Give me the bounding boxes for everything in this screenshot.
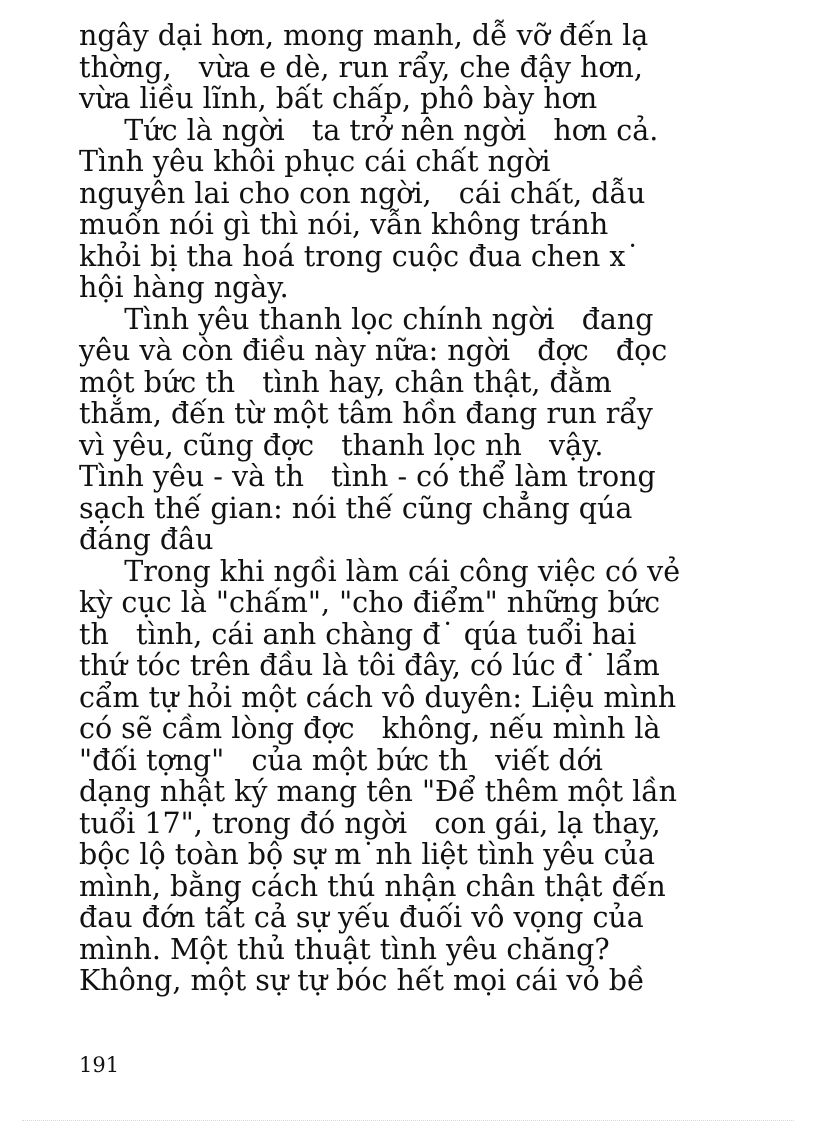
text-line: Tình yêu thanh lọc chính ngời đang — [79, 302, 654, 336]
text-line: nguyên lai cho con ngời, cái chất, dẫu — [79, 176, 646, 210]
text-line: mình, bằng cách thú nhận chân thật đến — [79, 869, 666, 903]
text-line: tuổi 17", trong đó ngời con gái, lạ thay, — [79, 806, 661, 840]
text-line: th tình, cái anh chàng đ˙ qúa tuổi hai — [79, 617, 637, 651]
text-line: hội hàng ngày. — [79, 271, 289, 304]
text-line: "đối tợng" của một bức th viết dới — [79, 743, 603, 777]
text-line: ngây dại hơn, mong manh, dễ vỡ đến lạ — [79, 19, 649, 52]
text-line: đáng đâu — [79, 523, 214, 556]
text-line: thứ tóc trên đầu là tôi đây, có lúc đ˙ lẩm — [79, 649, 660, 682]
text-line: vừa liều lĩnh, bất chấp, phô bày hơn — [79, 82, 598, 115]
text-line: thắm, đến từ một tâm hồn đang run rẩy — [79, 397, 653, 430]
text-line: cẩm tự hỏi một cách vô duyên: Liệu mình — [79, 680, 677, 714]
text-line: vì yêu, cũng đợc thanh lọc nh vậy. — [79, 428, 604, 462]
text-line: muốn nói gì thì nói, vẫn không tránh — [79, 208, 609, 241]
text-line: có sẽ cầm lòng đợc không, nếu mình là — [79, 712, 661, 745]
text-line: kỳ cục là "chấm", "cho điểm" những bức — [79, 586, 661, 619]
text-line: dạng nhật ký mang tên "Để thêm một lần — [79, 775, 678, 808]
text-line: một bức th tình hay, chân thật, đằm — [79, 365, 612, 399]
body-text — [79, 20, 769, 997]
text-line: Tình yêu - và th tình - có thể làm trong — [79, 460, 656, 493]
text-line: đau đớn tất cả sự yếu đuối vô vọng của — [79, 901, 644, 934]
text-line: mình. Một thủ thuật tình yêu chăng? — [79, 932, 610, 966]
text-line: thờng, vừa e dè, run rẩy, che đậy hơn, — [79, 50, 643, 84]
page-bottom-divider — [22, 1120, 794, 1121]
text-line: Không, một sự tự bóc hết mọi cái vỏ bề — [79, 964, 645, 997]
text-line: khỏi bị tha hoá trong cuộc đua chen x˙ — [79, 239, 640, 273]
page-number: 191 — [79, 1053, 120, 1077]
text-line: bộc lộ toàn bộ sự m˙nh liệt tình yêu của — [79, 838, 655, 871]
text-line: Tình yêu khôi phục cái chất ngời — [79, 145, 551, 178]
text-line: sạch thế gian: nói thế cũng chẳng qúa — [79, 491, 633, 525]
text-line: Tức là ngời ta trở nên ngời hơn cả. — [79, 113, 659, 147]
text-line: yêu và còn điều này nữa: ngời đợc đọc — [79, 334, 668, 367]
text-line: Trong khi ngồi làm cái công việc có vẻ — [79, 554, 681, 588]
